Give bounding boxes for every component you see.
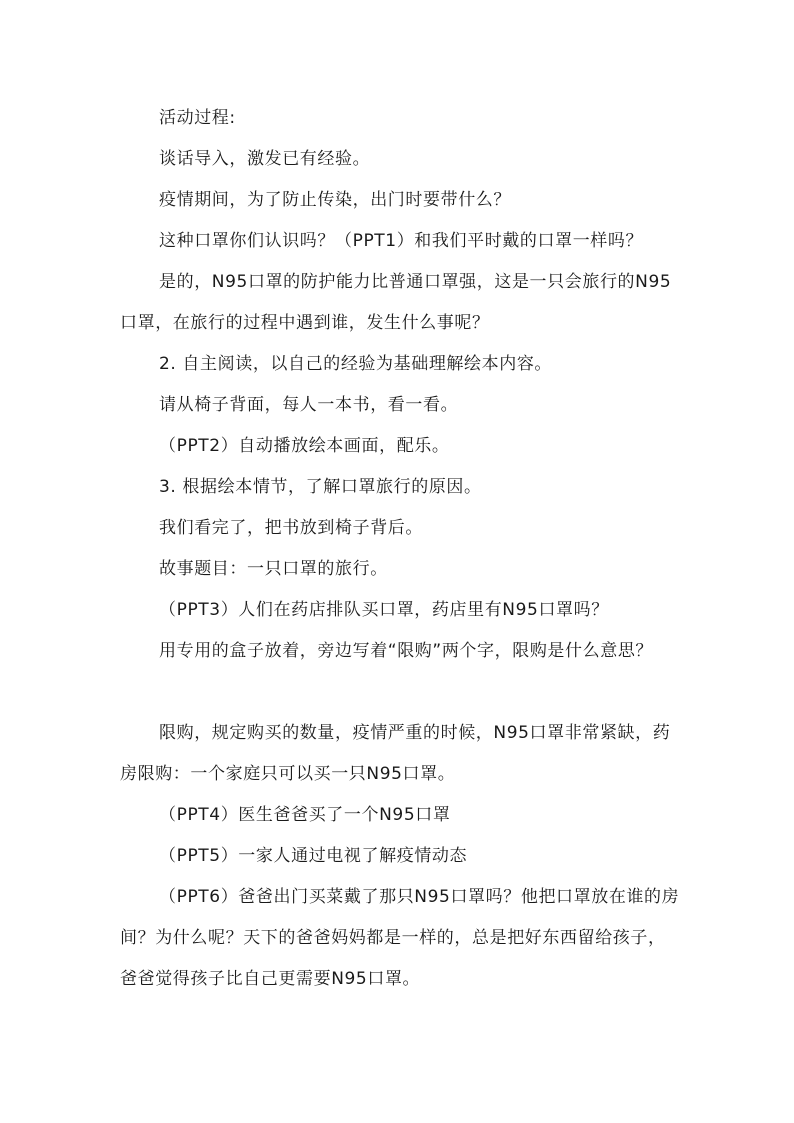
paragraph-ppt3: （PPT3）人们在药店排队买口罩，药店里有N95口罩吗？ [159,600,609,620]
paragraph-ppt5: （PPT5）一家人通过电视了解疫情动态 [159,846,468,866]
paragraph-intro-talk: 谈话导入，激发已有经验。 [159,149,371,169]
paragraph-ppt2: （PPT2）自动播放绘本画面，配乐。 [159,436,450,456]
paragraph-activity-process: 活动过程: [159,108,236,128]
paragraph-limit-explain: 限购，规定购买的数量，疫情严重的时候，N95口罩非常紧缺，药房限购：一个家庭只可以买一只N95口罩。 [120,723,671,784]
paragraph-story-title: 故事题目：一只口罩的旅行。 [159,559,388,579]
paragraph-ppt1: 这种口罩你们认识吗？（PPT1）和我们平时戴的口罩一样吗？ [159,231,644,251]
paragraph-question-mask: 疫情期间，为了防止传染，出门时要带什么？ [159,190,511,210]
paragraph-step-3: 3. 根据绘本情节，了解口罩旅行的原因。 [159,477,482,497]
paragraph-read-book: 请从椅子背面，每人一本书，看一看。 [159,395,459,415]
paragraph-limit-box: 用专用的盒子放着，旁边写着“限购”两个字，限购是什么意思？ [159,641,654,661]
paragraph-ppt4: （PPT4）医生爸爸买了一个N95口罩 [159,805,451,825]
paragraph-ppt6: （PPT6）爸爸出门买菜戴了那只N95口罩吗？他把口罩放在谁的房间？为什么呢？天下的爸爸妈妈都是一样的，总是把好东西留给孩子，爸爸觉得孩子比自己更需要N95口罩。 [120,887,680,989]
paragraph-step-2: 2. 自主阅读，以自己的经验为基础理解绘本内容。 [159,354,553,374]
paragraph-put-book: 我们看完了，把书放到椅子背后。 [159,518,423,538]
paragraph-n95-explain: 是的，N95口罩的防护能力比普通口罩强，这是一只会旅行的N95口罩，在旅行的过程中遇到谁，发生什么事呢？ [120,272,672,333]
